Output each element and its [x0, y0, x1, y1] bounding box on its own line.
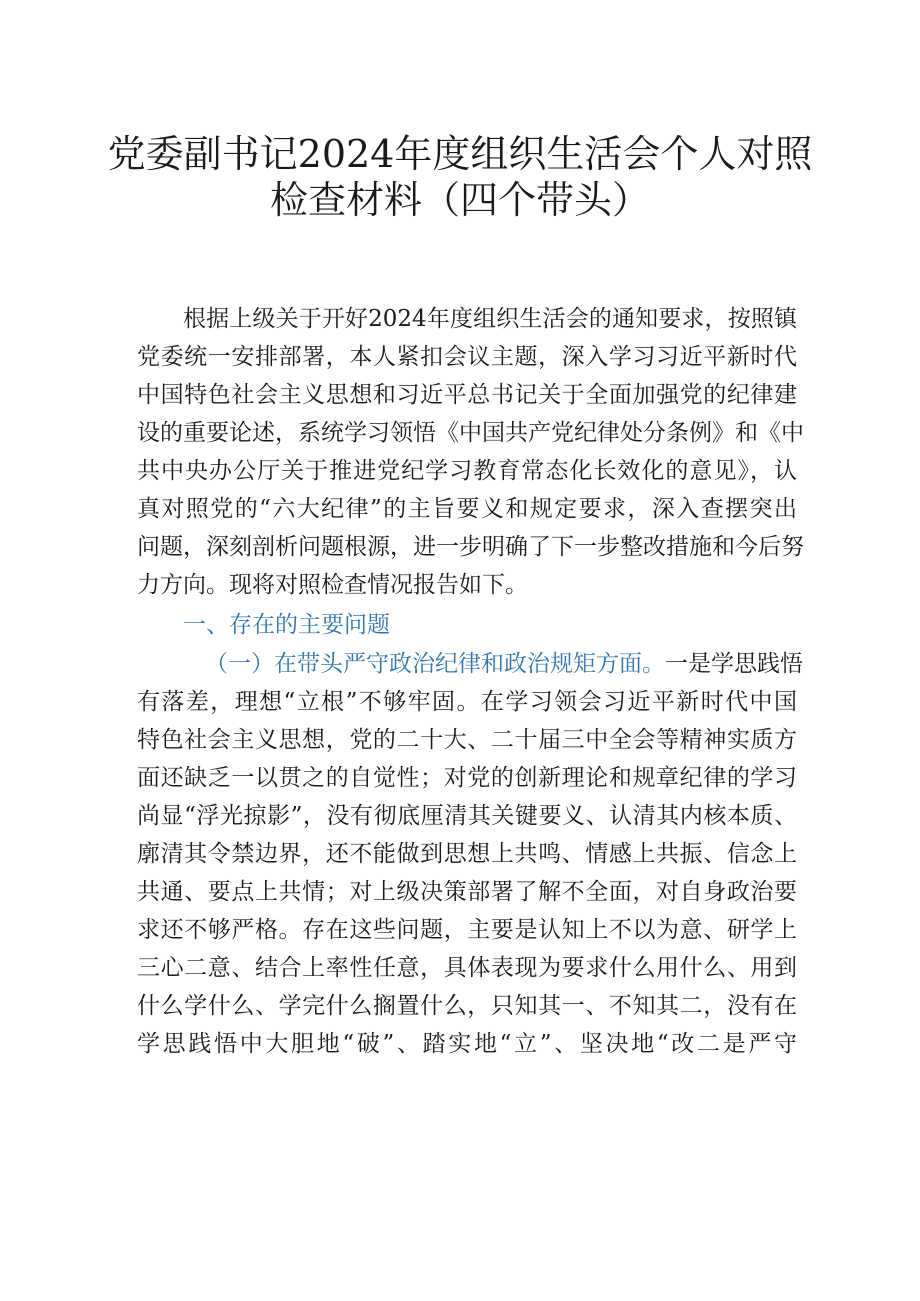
paragraph-first-line	[205, 647, 803, 681]
paragraph-line: 求还不够严格。存在这些问题，主要是认知上不以为意、研学上	[137, 917, 797, 943]
paragraph-line: 力方向。现将对照检查情况报告如下。	[137, 572, 528, 598]
paragraph-line: 党委统一安排部署，本人紧扣会议主题，深入学习习近平新时代	[137, 344, 797, 370]
paragraph-line: 特色社会主义思想，党的二十大、二十届三中全会等精神实质方	[137, 727, 797, 753]
paragraph-line: 共通、要点上共情；对上级决策部署了解不全面，对自身政治要	[137, 879, 797, 905]
paragraph-line: 什么学什么、学完什么搁置什么，只知其一、不知其二，没有在	[137, 993, 797, 1019]
paragraph-line: 根据上级关于开好2024年度组织生活会的通知要求，按照镇	[183, 306, 797, 332]
paragraph-line: 面还缺乏一以贯之的自觉性；对党的创新理论和规章纪律的学习	[137, 765, 797, 791]
paragraph-line: 三心二意、结合上率性任意，具体表现为要求什么用什么、用到	[137, 955, 797, 981]
paragraph-line: 廓清其令禁边界，还不能做到思想上共鸣、情感上共振、信念上	[137, 841, 797, 867]
document-title-line-2: 检查材料（四个带头）	[269, 178, 650, 222]
paragraph-line: 共中央办公厅关于推进党纪学习教育常态化长效化的意见》，认	[137, 458, 797, 484]
paragraph-line: 有落差，理想“立根”不够牢固。在学习领会习近平新时代中国	[137, 689, 797, 715]
paragraph-line: 中国特色社会主义思想和习近平总书记关于全面加强党的纪律建	[137, 382, 797, 408]
paragraph-line: 问题，深刻剖析问题根源，进一步明确了下一步整改措施和今后努	[137, 534, 804, 560]
paragraph-line: 设的重要论述，系统学习领悟《中国共产党纪律处分条例》和《中	[137, 420, 804, 446]
paragraph-line: 尚显“浮光掠影”，没有彻底厘清其关键要义、认清其内核本质、	[137, 803, 797, 829]
paragraph-line: 学思践悟中大胆地“破”、踏实地“立”、坚决地“改二是严守	[137, 1031, 797, 1057]
section-heading: 一、存在的主要问题	[183, 612, 390, 638]
paragraph-text: 一是学思践悟	[665, 651, 803, 677]
paragraph-line: 真对照党的“六大纪律”的主旨要义和规定要求，深入查摆突出	[137, 496, 797, 522]
subsection-heading: （一）在带头严守政治纪律和政治规矩方面。	[205, 651, 665, 677]
document-title-line-1: 党委副书记2024年度组织生活会个人对照	[107, 132, 813, 176]
